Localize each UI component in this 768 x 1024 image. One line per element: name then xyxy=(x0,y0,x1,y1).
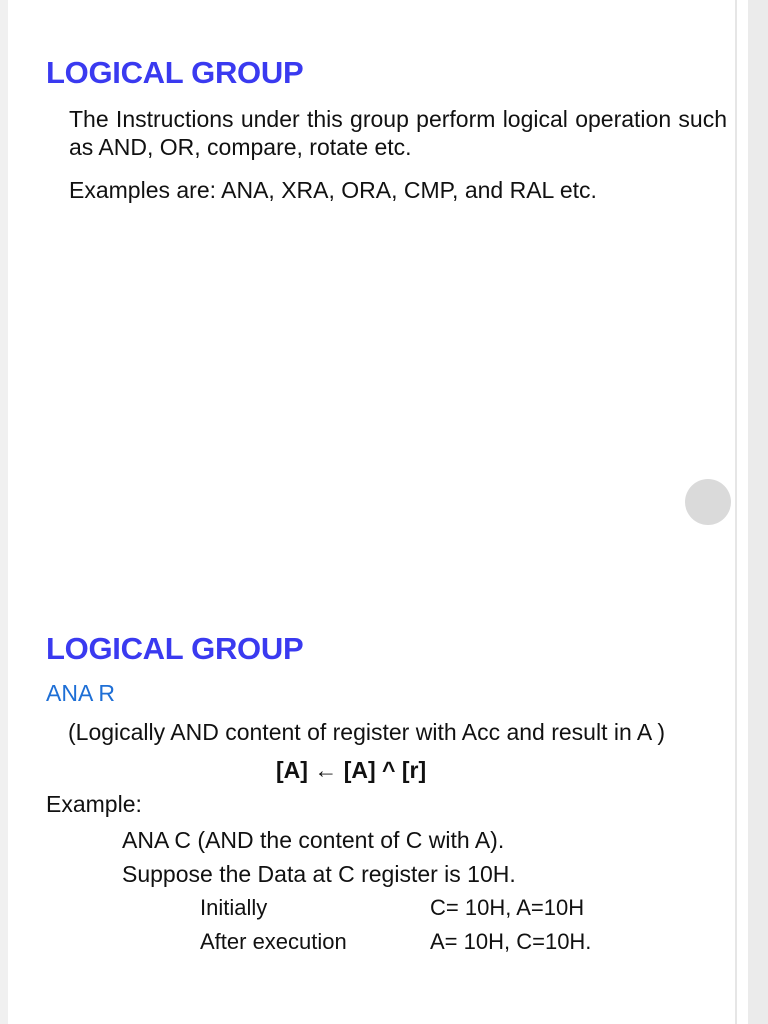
instruction-description: (Logically AND content of register with Acc and result in A ) xyxy=(68,719,666,745)
scrollbar-track[interactable] xyxy=(748,0,768,1024)
page-scroll-handle[interactable] xyxy=(685,479,731,525)
instruction-formula: [A] ← [A] ^ [r] xyxy=(276,757,427,783)
example-line-1: ANA C (AND the content of C with A). xyxy=(122,827,505,853)
slide2-title: LOGICAL GROUP xyxy=(46,631,304,666)
page-gutter xyxy=(737,0,748,1024)
row-initially-label: Initially xyxy=(200,895,268,920)
slide1-title: LOGICAL GROUP xyxy=(46,55,304,90)
slide1-paragraph: The Instructions under this group perform logical operation such as AND, OR, compare, rotate etc. xyxy=(69,106,727,160)
row-initially-value: C= 10H, A=10H xyxy=(430,895,585,920)
instruction-name: ANA R xyxy=(46,680,116,706)
row-after-execution-value: A= 10H, C=10H. xyxy=(430,929,592,954)
row-after-execution-label: After execution xyxy=(200,929,347,954)
document-page xyxy=(8,0,735,1024)
example-line-2: Suppose the Data at C register is 10H. xyxy=(122,861,516,887)
example-label: Example: xyxy=(46,791,142,817)
slide1-examples: Examples are: ANA, XRA, ORA, CMP, and RAL etc. xyxy=(69,177,597,203)
